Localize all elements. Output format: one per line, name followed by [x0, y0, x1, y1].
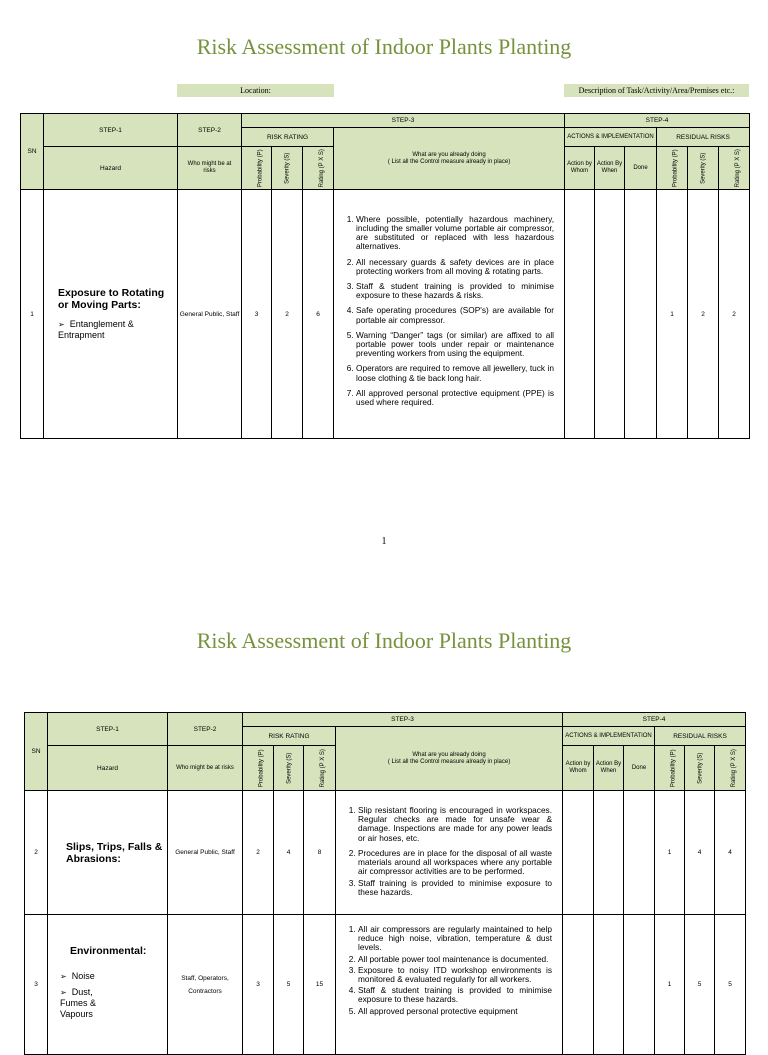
header-control-measures-title: What are you already doing [412, 151, 486, 158]
row-res-rating: 4 [715, 791, 746, 915]
header-severity: Severity (S) [284, 152, 291, 185]
header-step4: STEP-4 [563, 713, 746, 727]
row-done [624, 791, 655, 915]
page-number: 1 [381, 536, 387, 547]
row-res-probability: 1 [655, 915, 685, 1055]
row-probability: 3 [243, 915, 274, 1055]
row-sn: 2 [25, 791, 48, 915]
row-measures [334, 190, 565, 439]
row-hazard [48, 915, 168, 1055]
row-rating: 8 [304, 791, 336, 915]
header-done: Done [624, 746, 655, 791]
header-control-measures-note: ( List all the Control measure already in place) [387, 158, 511, 165]
header-step4: STEP-4 [565, 114, 750, 128]
measure-item: 3. Staff training is provided to minimise exposure to these hazards. [358, 879, 552, 897]
header-probability: Probability (P) [258, 749, 265, 788]
header-control-measures-title: What are you already doing [412, 751, 486, 758]
header-step1: STEP-1 [44, 114, 178, 147]
risk-table-page-2 [24, 712, 746, 1055]
measure-item: 3. Staff & student training is provided to minimise exposure to these hazards & risks. [356, 282, 554, 300]
measure-item: 4. Safe operating procedures (SOP's) are available for portable air compressor. [356, 306, 554, 324]
header-sn: SN [21, 114, 44, 190]
header-hazard: Hazard [44, 147, 178, 190]
header-done: Done [625, 147, 657, 190]
header-res-probability: Probability (P) [670, 749, 677, 788]
document-title-page-2: Risk Assessment of Indoor Plants Planting [196, 628, 572, 653]
row-severity: 4 [274, 791, 304, 915]
header-res-rating: Rating (P X S) [734, 149, 741, 188]
header-residual: RESIDUAL RISKS [655, 727, 746, 746]
document-title: Risk Assessment of Indoor Plants Planting [196, 34, 572, 59]
row-action-by-whom [563, 915, 594, 1055]
header-rating: Rating (P X S) [318, 149, 325, 188]
table-row [21, 190, 750, 439]
row-rating: 6 [303, 190, 334, 439]
row-hazard [44, 190, 178, 439]
header-action-by-when: Action By When [594, 746, 624, 791]
header-actions: ACTIONS & IMPLEMENTATION [563, 727, 655, 746]
row-res-probability: 1 [655, 791, 685, 915]
row-action-by-when [594, 791, 624, 915]
measure-item: 1. Slip resistant flooring is encouraged in workspaces. Regular checks are made for unsafe wear & damage. Inspections are made for any power leads or air hoses, etc. [358, 806, 552, 843]
row-done [624, 915, 655, 1055]
header-control-measures [334, 128, 565, 190]
header-res-rating: Rating (P X S) [730, 749, 737, 788]
header-severity: Severity (S) [286, 752, 293, 785]
hazard-title: Slips, Trips, Falls & Abrasions: [66, 840, 163, 865]
row-measures [336, 791, 563, 915]
header-action-by-whom: Action by Whom [565, 147, 595, 190]
row-res-severity: 2 [688, 190, 719, 439]
measure-item: 1. All air compressors are regularly maintained to help reduce high noise, vibration, temperature & dust levels. [358, 925, 552, 953]
row-who: Staff, Operators, Contractors [168, 915, 243, 1055]
header-actions: ACTIONS & IMPLEMENTATION [565, 128, 657, 147]
header-res-severity: Severity (S) [700, 152, 707, 185]
row-who: General Public, Staff [168, 791, 243, 915]
row-res-probability: 1 [657, 190, 688, 439]
hazard-sub-item: ➢ Noise [60, 971, 167, 982]
measure-item: 7. All approved personal protective equipment (PPE) is used where required. [356, 389, 554, 407]
header-action-by-when: Action By When [595, 147, 625, 190]
header-sn: SN [25, 713, 48, 791]
row-probability: 2 [243, 791, 274, 915]
row-action-by-whom [563, 791, 594, 915]
row-who: General Public, Staff [178, 190, 242, 439]
header-hazard: Hazard [48, 746, 168, 791]
header-who [178, 147, 242, 190]
measure-item: 5. Warning “Danger” tags (or similar) are affixed to all portable power tools under repair or maintenance preventing workers from using the equipment. [356, 331, 554, 359]
header-who: Who might be at risks [168, 746, 243, 791]
header-step3: STEP-3 [243, 713, 563, 727]
header-who-line2: risks [203, 168, 216, 174]
measure-item: 5. All approved personal protective equipment [358, 1007, 552, 1016]
header-control-measures [336, 727, 563, 791]
header-rating: Rating (P X S) [319, 749, 326, 788]
header-res-probability: Probability (P) [672, 149, 679, 188]
row-hazard [48, 791, 168, 915]
row-action-by-when [594, 915, 624, 1055]
measure-item: 2. Procedures are in place for the disposal of all waste materials around all workspaces where any portable air compressor activities are to be performed. [358, 849, 552, 877]
hazard-subs [58, 319, 177, 341]
hazard-title: Exposure to Rotating or Moving Parts: [58, 287, 165, 311]
header-step2: STEP-2 [168, 713, 243, 746]
row-measures [336, 915, 563, 1055]
location-field: Location: [177, 84, 334, 97]
measure-item: 2. All portable power tool maintenance is documented. [358, 955, 552, 964]
header-residual: RESIDUAL RISKS [657, 128, 750, 147]
header-action-by-whom: Action by Whom [563, 746, 594, 791]
measure-item: 4. Staff & student training is provided to minimise exposure to these hazards. [358, 986, 552, 1004]
header-risk-rating: RISK RATING [243, 727, 336, 746]
row-probability: 3 [242, 190, 272, 439]
row-action-by-whom [565, 190, 595, 439]
risk-table-page-1 [20, 113, 750, 439]
header-step3: STEP-3 [242, 114, 565, 128]
row-severity: 2 [272, 190, 303, 439]
row-done [625, 190, 657, 439]
table-row [25, 791, 746, 915]
measure-item: 3. Exposure to noisy ITD workshop environments is monitored & evaluated regularly for all workers. [358, 966, 552, 984]
description-field: Description of Task/Activity/Area/Premises etc.: [564, 84, 749, 97]
row-res-rating: 5 [715, 915, 746, 1055]
hazard-sub-item: ➢ Entanglement & Entrapment [58, 319, 177, 341]
row-res-rating: 2 [719, 190, 750, 439]
row-res-severity: 4 [685, 791, 715, 915]
header-step2: STEP-2 [178, 114, 242, 147]
header-control-measures-note: ( List all the Control measure already in place) [387, 758, 511, 765]
table-row [25, 915, 746, 1055]
row-res-severity: 5 [685, 915, 715, 1055]
row-severity: 5 [274, 915, 304, 1055]
hazard-title: Environmental: [70, 945, 147, 957]
row-sn: 3 [25, 915, 48, 1055]
header-step1: STEP-1 [48, 713, 168, 746]
row-rating: 15 [304, 915, 336, 1055]
row-sn: 1 [21, 190, 44, 439]
header-who-line1: Who might be at [187, 161, 232, 167]
hazard-subs [60, 971, 167, 1020]
header-res-severity: Severity (S) [697, 752, 704, 785]
hazard-sub-item: ➢ Dust, Fumes & Vapours [60, 987, 110, 1020]
header-risk-rating: RISK RATING [242, 128, 334, 147]
header-probability: Probability (P) [257, 149, 264, 188]
measure-item: 1. Where possible, potentially hazardous machinery, including the smaller volume portable air compressor, are substituted or replaced with less hazardous alternatives. [356, 215, 554, 252]
measure-item: 2. All necessary guards & safety devices are in place protecting workers from all moving & rotating parts. [356, 258, 554, 276]
measure-item: 6. Operators are required to remove all jewellery, tuck in loose clothing & tie back long hair. [356, 364, 554, 382]
row-action-by-when [595, 190, 625, 439]
